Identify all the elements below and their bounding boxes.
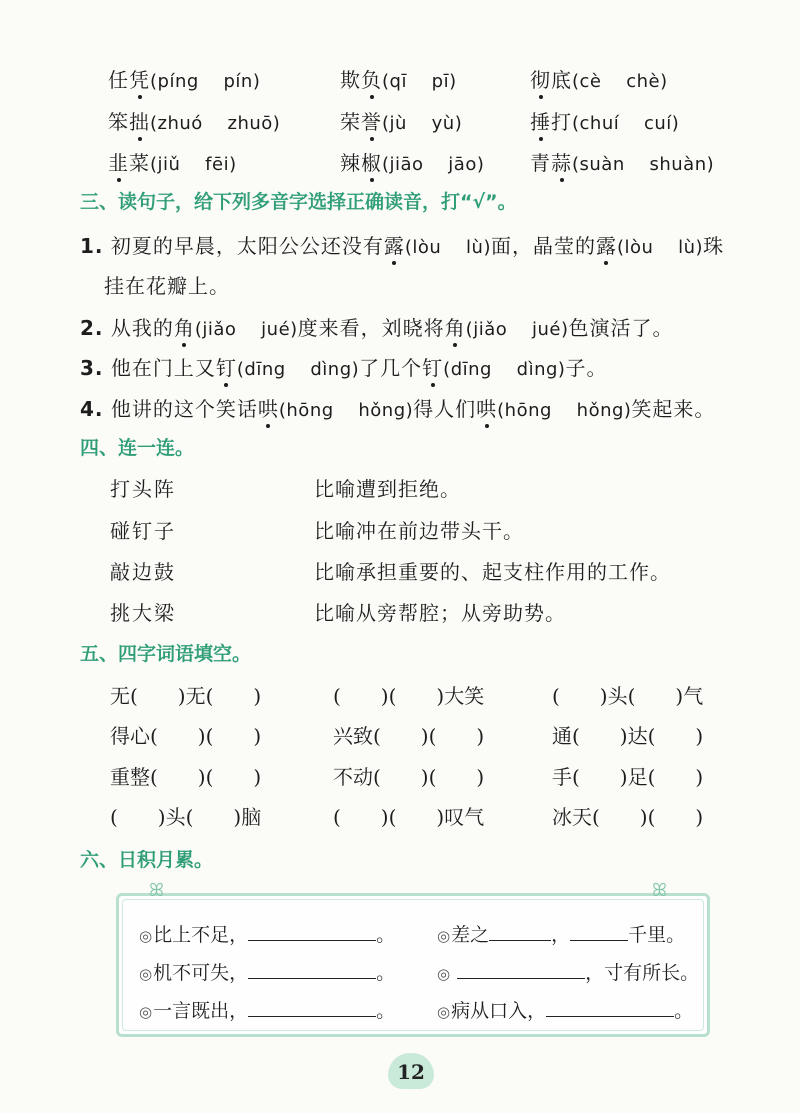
section-4-title: 四、连一连。 <box>80 437 195 459</box>
proverb-text: ， <box>551 924 571 946</box>
question-text: 初夏的早晨，太阳公公还没有 <box>103 234 384 258</box>
idiom-fill-blank[interactable]: ( )头( )脑 <box>110 805 262 829</box>
pinyin-options[interactable]: (jiǔ fēi) <box>150 154 237 175</box>
pinyin-options[interactable]: (dīng dìng) <box>236 359 360 380</box>
bullet-icon: ◎ <box>437 927 451 945</box>
question-text: 度来看，刘晓将 <box>297 316 445 340</box>
proverb-text: ，寸有所长。 <box>585 962 700 984</box>
proverb-text: 差之 <box>451 924 490 946</box>
answer-blank[interactable] <box>248 960 376 979</box>
word-char: 捶 <box>530 110 551 134</box>
polyphone-char: 钉 <box>215 356 237 380</box>
pinyin-options[interactable]: (chuí cuí) <box>572 113 680 134</box>
polyphone-char: 哄 <box>257 397 279 421</box>
polyphone-char: 钉 <box>422 356 444 380</box>
idiom-fill-blank[interactable]: 冰天( )( ) <box>552 805 704 829</box>
proverb-text: 。 <box>674 1000 694 1022</box>
pinyin-word-item <box>108 147 237 176</box>
pinyin-word-item <box>340 147 484 176</box>
proverb-text: 病从口入， <box>451 1000 547 1022</box>
word-char: 荣 <box>340 110 361 134</box>
idiom-fill-blank[interactable]: 不动( )( ) <box>333 765 485 789</box>
answer-blank[interactable] <box>489 922 551 941</box>
pinyin-options[interactable]: (hōng hǒng) <box>278 400 414 421</box>
match-right-item[interactable]: 比喻冲在前边带头干。 <box>314 519 524 543</box>
word-char: 青 <box>530 151 551 175</box>
pinyin-options[interactable]: (jù yù) <box>382 113 463 134</box>
word-char: 笨 <box>108 110 129 134</box>
section-6-title: 六、日积月累。 <box>80 849 214 871</box>
polyphone-char: 角 <box>444 316 466 340</box>
question-number: 1. <box>80 234 104 258</box>
word-char: 韭 <box>108 151 129 175</box>
proverb-item <box>437 920 685 947</box>
question-text: 珠 <box>703 234 725 258</box>
question-3 <box>80 352 607 381</box>
question-text: 他在门上又 <box>103 356 216 380</box>
idiom-fill-blank[interactable]: 无( )无( ) <box>110 684 262 708</box>
proverb-text: 千里。 <box>628 924 686 946</box>
question-number: 4. <box>80 397 104 421</box>
word-char: 椒 <box>361 151 382 175</box>
question-text: 面，晶莹的 <box>490 234 596 258</box>
pinyin-options[interactable]: (qī pī) <box>382 71 457 92</box>
answer-blank[interactable] <box>248 998 376 1017</box>
idiom-fill-blank[interactable]: ( )头( )气 <box>552 684 704 708</box>
match-left-item[interactable]: 挑大梁 <box>110 601 176 625</box>
pinyin-word-item <box>530 147 714 176</box>
proverb-text: 机不可失， <box>153 962 249 984</box>
match-right-item[interactable]: 比喻遭到拒绝。 <box>314 477 461 501</box>
match-right-item[interactable]: 比喻承担重要的、起支柱作用的工作。 <box>314 560 671 584</box>
question-4 <box>80 393 715 422</box>
ribbon-bow-icon: ꕤ <box>149 880 164 901</box>
proverb-item <box>139 958 395 985</box>
question-2 <box>80 312 673 341</box>
word-char: 凭 <box>129 68 150 92</box>
bullet-icon: ◎ <box>139 1003 153 1021</box>
pinyin-options[interactable]: (hōng hǒng) <box>497 400 632 421</box>
pinyin-options[interactable]: (cè chè) <box>572 71 668 92</box>
polyphone-char: 角 <box>173 316 195 340</box>
word-char: 菜 <box>129 151 150 175</box>
word-char: 负 <box>361 68 382 92</box>
proverb-item <box>437 958 699 985</box>
pinyin-options[interactable]: (dīng dìng) <box>443 359 566 380</box>
proverb-text: 一言既出， <box>153 1000 249 1022</box>
bullet-icon: ◎ <box>437 965 451 983</box>
proverb-item <box>139 996 395 1023</box>
pinyin-options[interactable]: (lòu lù) <box>616 237 704 258</box>
pinyin-options[interactable]: (jiāo jāo) <box>382 154 485 175</box>
question-text: 笑起来。 <box>631 397 716 421</box>
pinyin-word-item <box>530 106 679 135</box>
match-left-item[interactable]: 敲边鼓 <box>110 560 176 584</box>
pinyin-options[interactable]: (zhuó zhuō) <box>150 113 281 134</box>
question-text: 了几个 <box>359 356 423 380</box>
question-1 <box>80 230 724 259</box>
answer-blank[interactable] <box>546 998 674 1017</box>
idiom-fill-blank[interactable]: 手( )足( ) <box>552 765 704 789</box>
pinyin-options[interactable]: (píng pín) <box>150 71 261 92</box>
word-char: 底 <box>551 68 572 92</box>
bullet-icon: ◎ <box>437 1003 451 1021</box>
pinyin-options[interactable]: (jiǎo jué) <box>194 319 298 340</box>
pinyin-word-item <box>340 64 457 93</box>
pinyin-options[interactable]: (jiǎo jué) <box>465 319 569 340</box>
bullet-icon: ◎ <box>139 927 153 945</box>
question-number: 3. <box>80 356 104 380</box>
proverb-text: 。 <box>376 1000 396 1022</box>
accumulation-box <box>116 880 710 1037</box>
proverb-text: 比上不足， <box>153 924 249 946</box>
word-char: 欺 <box>340 68 361 92</box>
pinyin-options[interactable]: (suàn shuàn) <box>572 154 715 175</box>
pinyin-options[interactable]: (lòu lù) <box>404 237 491 258</box>
idiom-fill-blank[interactable]: 通( )达( ) <box>552 724 704 748</box>
match-left-item[interactable]: 打头阵 <box>110 477 176 501</box>
word-char: 辣 <box>340 151 361 175</box>
idiom-fill-blank[interactable]: ( )( )叹气 <box>333 805 485 829</box>
match-right-item[interactable]: 比喻从旁帮腔；从旁助势。 <box>314 601 566 625</box>
question-text: 色演活了。 <box>568 316 674 340</box>
section-3-title: 三、读句子，给下列多音字选择正确读音，打“√”。 <box>80 191 517 213</box>
match-left-item[interactable]: 碰钉子 <box>110 519 176 543</box>
word-char: 蒜 <box>551 151 572 175</box>
word-char: 拙 <box>129 110 150 134</box>
pinyin-word-item <box>108 106 280 135</box>
proverb-item <box>437 996 693 1023</box>
question-text: 他讲的这个笑话 <box>103 397 258 421</box>
polyphone-char: 哄 <box>476 397 498 421</box>
ribbon-bow-icon: ꕤ <box>652 880 667 901</box>
bullet-icon: ◎ <box>139 965 153 983</box>
question-text: 得人们 <box>413 397 477 421</box>
proverb-text: 。 <box>376 924 396 946</box>
question-1-line-2: 挂在花瓣上。 <box>104 274 230 298</box>
answer-blank[interactable] <box>570 922 628 941</box>
idiom-fill-blank[interactable]: 得心( )( ) <box>110 724 262 748</box>
question-text: 子。 <box>565 356 608 380</box>
page-number: 12 <box>388 1053 434 1089</box>
polyphone-char: 露 <box>383 234 405 258</box>
word-char: 打 <box>551 110 572 134</box>
question-text: 从我的 <box>103 316 174 340</box>
idiom-fill-blank[interactable]: 兴致( )( ) <box>333 724 485 748</box>
question-number: 2. <box>80 316 104 340</box>
proverb-item <box>139 920 395 947</box>
pinyin-word-item <box>530 64 668 93</box>
word-char: 任 <box>108 68 129 92</box>
answer-blank[interactable] <box>248 922 376 941</box>
word-char: 誉 <box>361 110 382 134</box>
word-char: 彻 <box>530 68 551 92</box>
idiom-fill-blank[interactable]: 重整( )( ) <box>110 765 262 789</box>
section-5-title: 五、四字词语填空。 <box>80 643 252 665</box>
idiom-fill-blank[interactable]: ( )( )大笑 <box>333 684 485 708</box>
polyphone-char: 露 <box>595 234 617 258</box>
answer-blank[interactable] <box>457 960 585 979</box>
proverb-text: 。 <box>376 962 396 984</box>
pinyin-word-item <box>108 64 260 93</box>
pinyin-word-item <box>340 106 462 135</box>
